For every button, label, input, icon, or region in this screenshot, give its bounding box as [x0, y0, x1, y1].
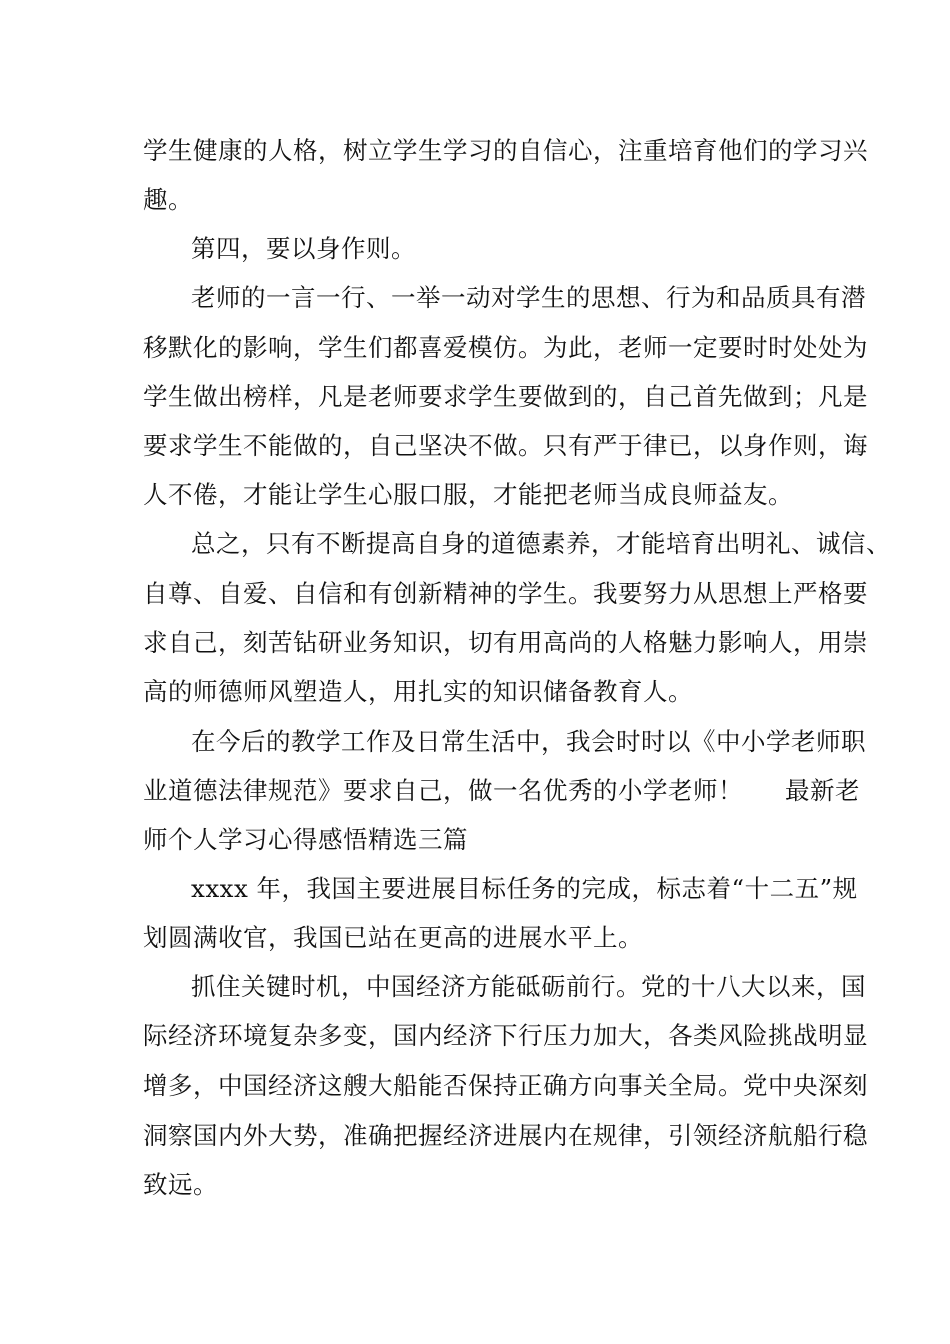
paragraph-line: 人不倦，才能让学生心服口服，才能把老师当成良师益友。 [143, 480, 793, 509]
section-heading: 第四，要以身作则。 [191, 234, 416, 263]
article-title: 师个人学习心得感悟精选三篇 [143, 825, 468, 854]
paragraph-line: 要求学生不能做的，自己坚决不做。只有严于律已，以身作则，诲 [143, 431, 868, 460]
paragraph-line: 致远。 [143, 1170, 218, 1199]
paragraph-line: 际经济环境复杂多变，国内经济下行压力加大，各类风险挑战明显 [143, 1021, 868, 1050]
article-title-part: 最新老 [785, 776, 860, 805]
paragraph-line: 学生健康的人格，树立学生学习的自信心，注重培育他们的学习兴 [143, 136, 868, 165]
paragraph-line: 在今后的教学工作及日常生活中，我会时时以《中小学老师职 [191, 727, 866, 756]
paragraph-text: 业道德法律规范》要求自己，做一名优秀的小学老师！ [143, 776, 743, 805]
paragraph-line: 增多，中国经济这艘大船能否保持正确方向事关全局。党中央深刻 [143, 1071, 868, 1100]
paragraph-line: 学生做出榜样，凡是老师要求学生要做到的，自己首先做到；凡是 [143, 382, 868, 411]
paragraph-line: 移默化的影响，学生们都喜爱模仿。为此，老师一定要时时处处为 [143, 333, 868, 362]
paragraph-line: 高的师德师风塑造人，用扎实的知识储备教育人。 [143, 677, 693, 706]
paragraph-line: xxxx 年，我国主要进展目标任务的完成，标志着“十二五”规 [191, 874, 858, 903]
paragraph-line: 趣。 [143, 185, 193, 214]
paragraph-line: 老师的一言一行、一举一动对学生的思想、行为和品质具有潜 [191, 283, 866, 312]
paragraph-line: 抓住关键时机，中国经济方能砥砺前行。党的十八大以来，国 [191, 972, 866, 1001]
paragraph-line [143, 775, 860, 807]
paragraph-line: 总之，只有不断提高自身的道德素养，才能培育出明礼、诚信、 [191, 529, 891, 558]
paragraph-line: 求自己，刻苦钻研业务知识，切有用高尚的人格魅力影响人，用崇 [143, 628, 868, 657]
paragraph-line: 自尊、自爱、自信和有创新精神的学生。我要努力从思想上严格要 [143, 579, 868, 608]
paragraph-line: 洞察国内外大势，准确把握经济进展内在规律，引领经济航船行稳 [143, 1121, 868, 1150]
paragraph-line: 划圆满收官，我国已站在更高的进展水平上。 [143, 923, 643, 952]
